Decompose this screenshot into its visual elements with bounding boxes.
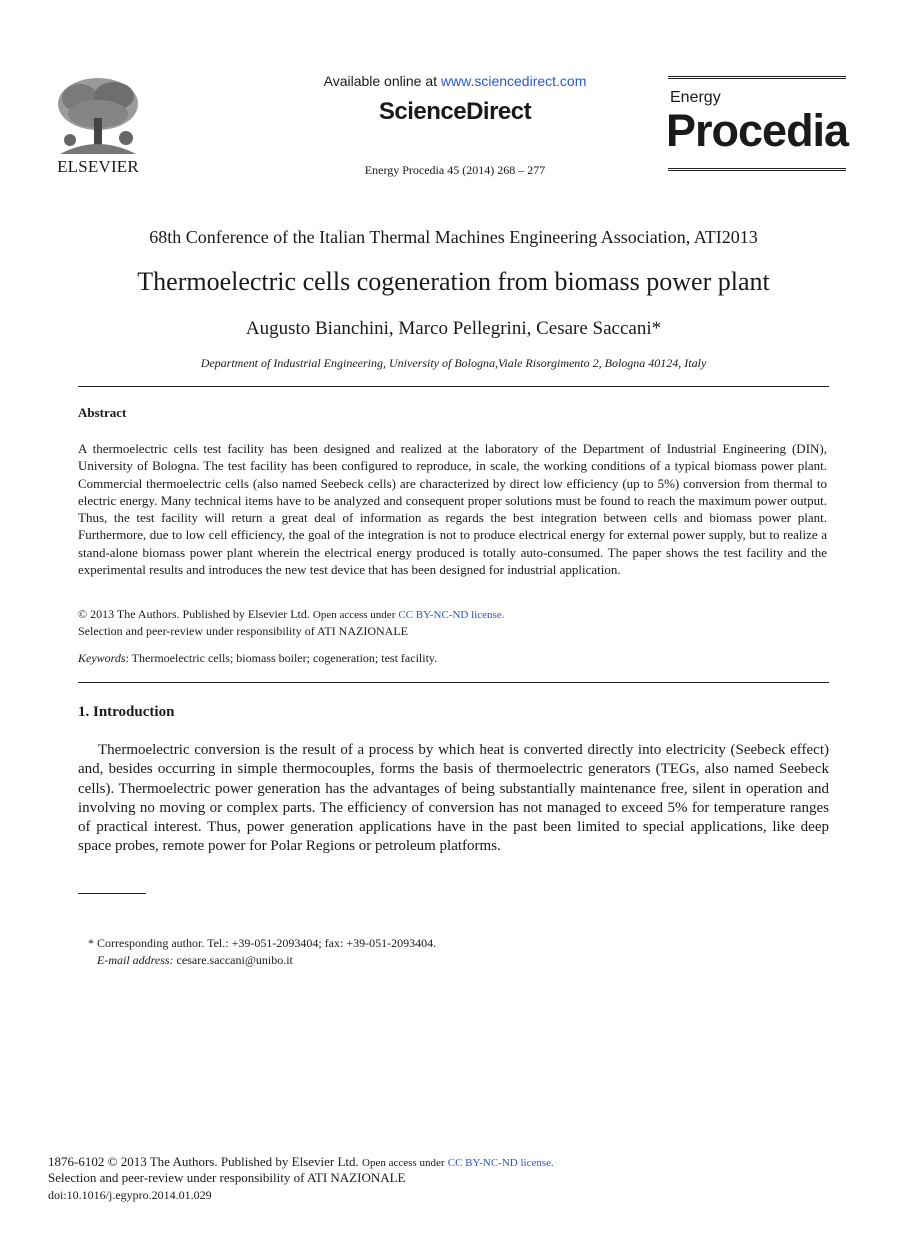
footnote-corresponding: * Corresponding author. Tel.: +39-051-2093404; fax: +39-051-2093404. — [88, 936, 437, 950]
email-address[interactable]: cesare.saccani@unibo.it — [173, 953, 293, 967]
abstract-heading: Abstract — [78, 405, 127, 420]
peer-review-line: Selection and peer-review under responsibility of ATI NAZIONALE — [78, 624, 408, 638]
footnote-email — [97, 953, 293, 968]
affiliation: Department of Industrial Engineering, University of Bologna,Viale Risorgimento 2, Bologna 40124, Italy — [200, 356, 707, 370]
conference-name: 68th Conference of the Italian Thermal Machines Engineering Association, ATI2013 — [149, 227, 758, 247]
journal-citation: Energy Procedia 45 (2014) 268 – 277 — [364, 163, 546, 177]
license-link[interactable]: CC BY-NC-ND license. — [398, 609, 505, 621]
keywords-line — [78, 651, 437, 666]
paper-title: Thermoelectric cells cogeneration from biomass power plant — [137, 267, 770, 296]
author-list: Augusto Bianchini, Marco Pellegrini, Cesare Saccani* — [245, 318, 662, 339]
footer-selection: Selection and peer-review under responsibility of ATI NAZIONALE — [48, 1170, 406, 1185]
footer-issn — [48, 1154, 554, 1170]
journal-logo-energy: Energy — [670, 89, 721, 106]
footer-doi: doi:10.1016/j.egypro.2014.01.029 — [48, 1188, 212, 1202]
abstract-body: A thermoelectric cells test facility has been designed and realized at the laboratory of the Department of Industrial Engineering (DIN), University of Bologna. The test facility has been configured to reproduce, in scale, the working conditions of a typical biomass power plant. Commercial thermoelectric cells (also named Seebeck cells) are characterized by direct low efficiency (up to 5%) conversion from thermal to electric energy. Many technical items have to be analyzed and consequent proper solutions must be found to reach the maximum power output. Thus, the test facility will return a great deal of information as regards the best integration between cells and biomass power plant. Furthermore, due to low cell efficiency, the goal of the integration is not to produce electrical energy for external power supply, but to realize a stand-alone biomass power plant wherein the electrical energy produced is totally auto-consumed. The paper shows the test facility and the experimental results and introduces the new test device that has been designed for industrial application. — [78, 441, 827, 578]
copyright-line — [78, 607, 504, 622]
footer-license-link[interactable]: CC BY-NC-ND license. — [447, 1157, 554, 1169]
journal-logo-bottom-rule — [668, 168, 846, 174]
available-prefix: Available online at — [323, 73, 441, 89]
section-body: Thermoelectric conversion is the result of a process by which heat is converted directly into electricity (Seebeck effect) and, besides occurring in simple thermocouples, forms the basis of thermoelectric generators (TEGs, also named Seebeck cells). Thermoelectric power generation has the advantages of being substantially maintenance free, silent in operation and involving no moving or complex parts. The efficiency of conversion has not managed to exceed 5% for temperature ranges of practical interest. Thus, power generation applications have in the past been limited to special applications, like deep space probes, remote power for Polar Regions or petroleum platforms. — [78, 742, 829, 855]
divider — [78, 682, 829, 683]
footer-open-access: Open access under — [362, 1157, 445, 1169]
keywords-values: : Thermoelectric cells; biomass boiler; cogeneration; test facility. — [125, 651, 438, 665]
open-access-text: Open access under — [312, 609, 396, 621]
tree-icon — [50, 74, 146, 158]
sciencedirect-wordmark: ScienceDirect — [378, 98, 532, 125]
available-online — [200, 73, 710, 89]
sciencedirect-link[interactable]: www.sciencedirect.com — [440, 73, 587, 89]
footnote-divider — [78, 893, 146, 894]
divider — [78, 386, 829, 387]
section-heading: 1. Introduction — [78, 704, 175, 720]
footer-issn-text: 1876-6102 © 2013 The Authors. Published by Elsevier Ltd. — [48, 1154, 359, 1169]
elsevier-wordmark: ELSEVIER — [57, 157, 139, 176]
journal-logo-top-rule — [668, 76, 846, 82]
copyright-text: © 2013 The Authors. Published by Elsevier Ltd. — [78, 607, 310, 621]
email-label: E-mail address: — [97, 953, 174, 967]
journal-logo-procedia: Procedia — [666, 105, 849, 156]
keywords-label: Keywords — [78, 651, 126, 665]
